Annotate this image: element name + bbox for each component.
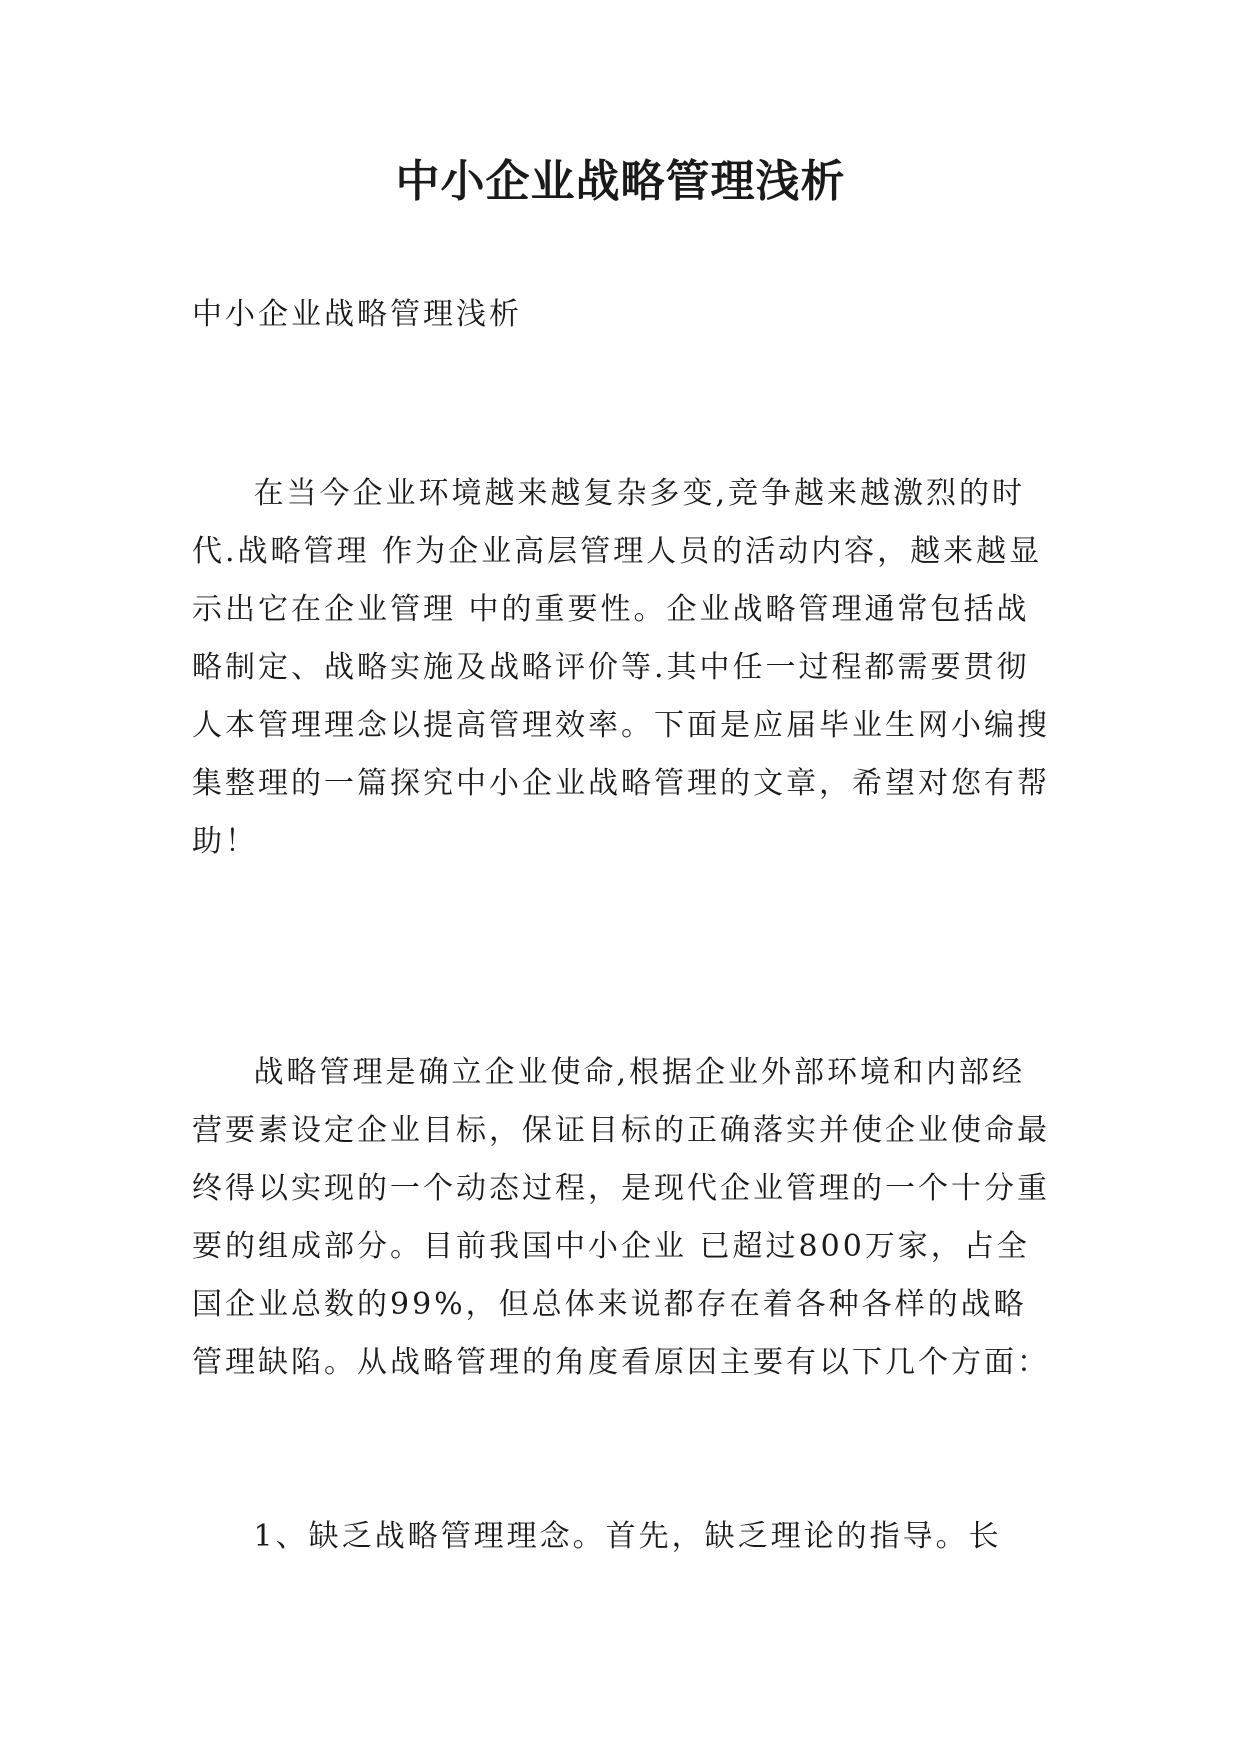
paragraph-intro: 在当今企业环境越来越复杂多变,竞争越来越激烈的时代.战略管理 作为企业高层管理人员的活动内容，越来越显示出它在企业管理 中的重要性。企业战略管理通常包括战略制定、战略实施及战略评价等.其中任一过程都需要贯彻人本管理理念以提高管理效率。下面是应届毕业生网小编搜集整理的一篇探究中小企业战略管理的文章，希望对您有帮助！ — [192, 476, 1050, 859]
document-subtitle: 中小企业战略管理浅析 — [192, 297, 522, 332]
document-title: 中小企业战略管理浅析 — [395, 156, 846, 207]
paragraph-background: 战略管理是确立企业使命,根据企业外部环境和内部经营要素设定企业目标，保证目标的正确落实并使企业使命最终得以实现的一个动态过程，是现代企业管理的一个十分重要的组成部分。目前我国中小企业 已超过800万家，占全国企业总数的99%，但总体来说都存在着各种各样的战略管理缺陷。从战略管理的角度看原因主要有以下几个方面： — [192, 1055, 1050, 1380]
paragraph-point-1: 1、缺乏战略管理理念。首先，缺乏理论的指导。长 — [253, 1519, 1002, 1554]
